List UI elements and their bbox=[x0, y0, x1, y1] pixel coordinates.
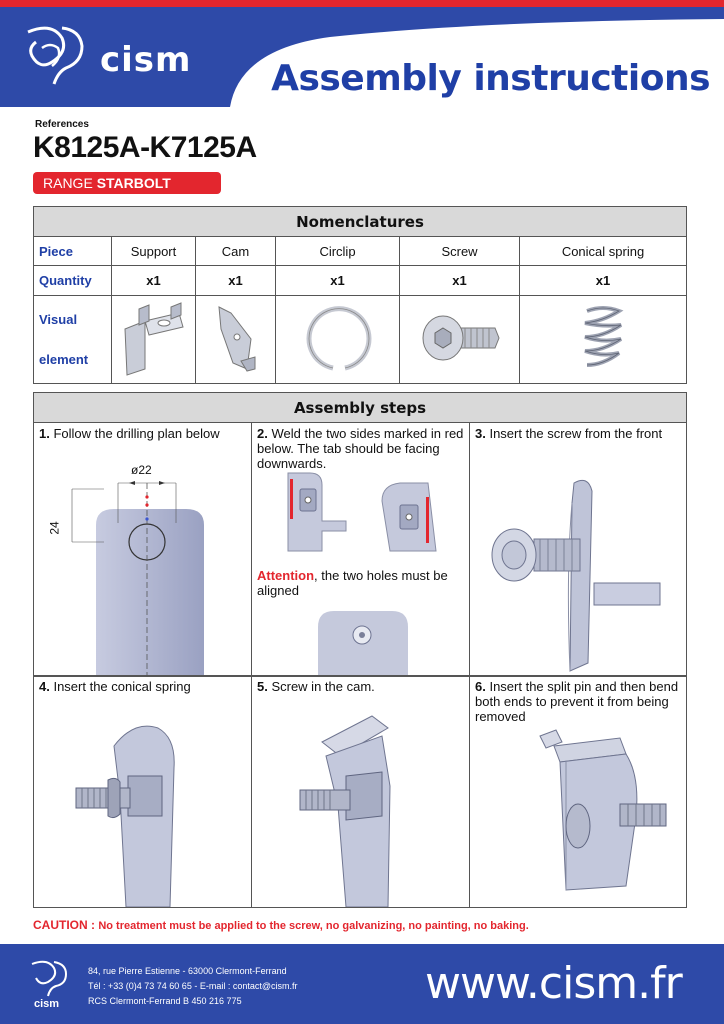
attention-note bbox=[257, 568, 464, 598]
footer-rcs: RCS Clermont-Ferrand B 450 216 775 bbox=[88, 996, 242, 1006]
steps-row-divider bbox=[34, 676, 686, 677]
caution-note bbox=[33, 918, 529, 932]
visual-label-line1: Visual bbox=[39, 311, 78, 327]
step-2-number: 2. bbox=[257, 426, 268, 441]
top-red-bar bbox=[0, 0, 724, 7]
piece-conical-spring: Conical spring bbox=[520, 237, 687, 266]
range-name: STARBOLT bbox=[96, 175, 171, 191]
step-2 bbox=[252, 423, 470, 676]
piece-cam: Cam bbox=[196, 237, 276, 266]
step-4-description: Insert the conical spring bbox=[49, 679, 191, 694]
quantity-label: Quantity bbox=[34, 266, 112, 296]
step-3-description: Insert the screw from the front bbox=[485, 426, 663, 441]
step-3 bbox=[470, 423, 686, 676]
cism-logo bbox=[22, 22, 222, 92]
step-6-number: 6. bbox=[475, 679, 486, 694]
conical-spring-visual bbox=[520, 296, 687, 384]
cam-visual bbox=[196, 296, 276, 384]
quantity-circlip: x1 bbox=[276, 266, 400, 296]
step-6-description: Insert the split pin and then bend both ends to prevent it from being removed bbox=[475, 679, 679, 724]
range-badge bbox=[33, 172, 221, 194]
footer bbox=[0, 944, 724, 1024]
quantity-row bbox=[34, 266, 687, 296]
quantity-conical-spring: x1 bbox=[520, 266, 687, 296]
piece-row bbox=[34, 237, 687, 266]
footer-logo-wordmark: cism bbox=[34, 998, 60, 1010]
footer-contact[interactable]: Tél : +33 (0)4 73 74 60 65 - E-mail : contact@cism.fr bbox=[88, 981, 298, 991]
piece-circlip: Circlip bbox=[276, 237, 400, 266]
assembly-steps-panel bbox=[33, 392, 687, 908]
step-6 bbox=[470, 676, 686, 907]
nomenclatures-heading: Nomenclatures bbox=[34, 207, 687, 237]
piece-label: Piece bbox=[34, 237, 112, 266]
caution-label: CAUTION : bbox=[33, 918, 99, 932]
caution-text: No treatment must be applied to the screw, no galvanizing, no painting, no baking. bbox=[98, 920, 529, 932]
support-visual bbox=[112, 296, 196, 384]
support-icon bbox=[119, 299, 189, 377]
screw-visual bbox=[400, 296, 520, 384]
step-4-number: 4. bbox=[39, 679, 50, 694]
footer-logo bbox=[28, 958, 74, 1014]
attention-text: , the two holes must be aligned bbox=[257, 568, 448, 598]
drill-diameter-label: ø22 bbox=[131, 463, 152, 477]
quantity-screw: x1 bbox=[400, 266, 520, 296]
attention-word: Attention bbox=[257, 568, 315, 583]
piece-screw: Screw bbox=[400, 237, 520, 266]
circlip-icon bbox=[303, 302, 373, 374]
step-2-description: Weld the two sides marked in red below. The tab should be facing downwards. bbox=[257, 426, 464, 471]
conical-spring-icon bbox=[573, 303, 633, 373]
page-title: Assembly instructions bbox=[271, 58, 710, 99]
step-5-description: Screw in the cam. bbox=[267, 679, 375, 694]
steps-grid bbox=[34, 423, 686, 907]
drill-height-label: 24 bbox=[47, 521, 62, 535]
assembly-steps-heading: Assembly steps bbox=[34, 393, 686, 423]
step-3-number: 3. bbox=[475, 426, 486, 441]
footer-address bbox=[88, 964, 297, 1009]
circlip-visual bbox=[276, 296, 400, 384]
visual-label bbox=[34, 296, 112, 384]
logo-wordmark: cism bbox=[100, 40, 192, 80]
quantity-support: x1 bbox=[112, 266, 196, 296]
split-pin-icon bbox=[470, 676, 686, 907]
step-4 bbox=[34, 676, 252, 907]
drilling-plan-icon bbox=[34, 423, 252, 676]
step-5 bbox=[252, 676, 470, 907]
references-label: References bbox=[35, 119, 89, 130]
visual-row bbox=[34, 296, 687, 384]
step-1-number: 1. bbox=[39, 426, 50, 441]
visual-label-line2: element bbox=[39, 351, 89, 367]
step-1-description: Follow the drilling plan below bbox=[49, 426, 220, 441]
reference-code: K8125A-K7125A bbox=[33, 131, 257, 164]
screw-insert-icon bbox=[470, 423, 686, 676]
cam-icon bbox=[211, 299, 261, 377]
nomenclature-table bbox=[33, 206, 687, 384]
cism-logo-icon bbox=[22, 22, 92, 92]
screw-icon bbox=[415, 308, 505, 368]
step-1 bbox=[34, 423, 252, 676]
piece-support: Support bbox=[112, 237, 196, 266]
cam-screw-icon bbox=[252, 676, 470, 907]
step-5-number: 5. bbox=[257, 679, 268, 694]
quantity-cam: x1 bbox=[196, 266, 276, 296]
spring-insert-icon bbox=[34, 676, 252, 907]
website-link[interactable]: www.cism.fr bbox=[425, 958, 682, 1009]
weld-diagram-icon bbox=[252, 423, 470, 676]
range-prefix: RANGE bbox=[43, 175, 97, 191]
footer-street: 84, rue Pierre Estienne - 63000 Clermont-Ferrand bbox=[88, 966, 287, 976]
footer-logo-icon bbox=[28, 958, 74, 998]
